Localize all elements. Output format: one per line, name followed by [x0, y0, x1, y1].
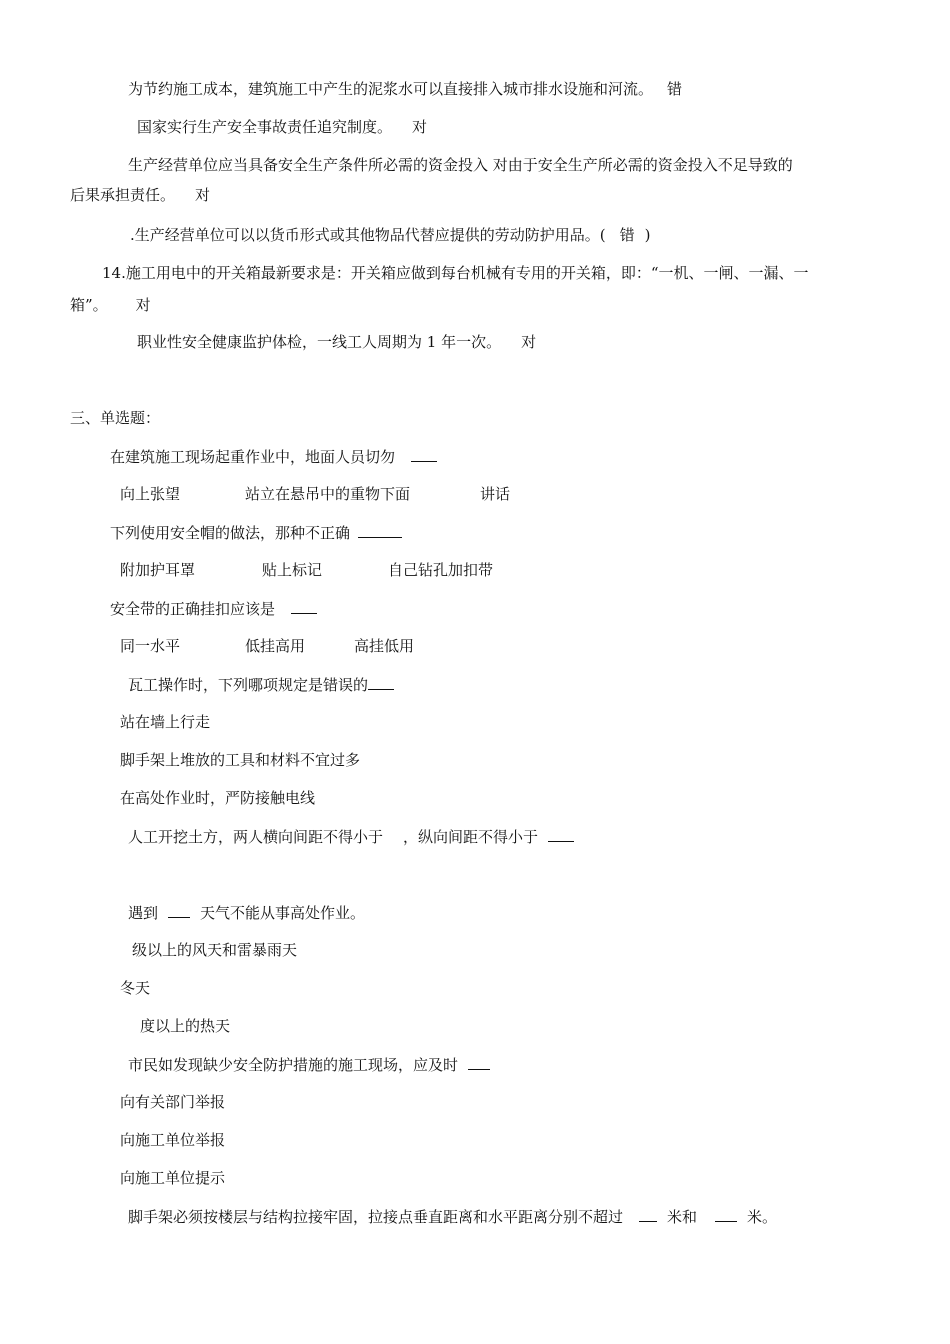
- q4-option-b: 脚手架上堆放的工具和材料不宜过多: [120, 751, 361, 769]
- stem-text-a: 人工开挖土方，两人横向间距不得小于: [128, 828, 384, 846]
- tf-text: 国家实行生产安全事故责任追究制度。: [137, 118, 393, 136]
- tf-answer: 对: [412, 118, 428, 136]
- tf-answer: 错: [619, 226, 635, 244]
- tf-item-4: [130, 226, 651, 244]
- tf-item-3-line1: 生产经营单位应当具备安全生产条件所必需的资金投入 对由于安全生产所必需的资金投入不足导致的: [128, 156, 793, 174]
- q4-option-c: 在高处作业时，严防接触电线: [120, 789, 316, 807]
- question-8-stem: [128, 1207, 777, 1226]
- q1-option-b: 站立在悬吊中的重物下面: [245, 485, 411, 503]
- answer-blank: [358, 523, 402, 538]
- tf-answer: 对: [521, 333, 537, 351]
- stem-text-b: 天气不能从事高处作业。: [200, 904, 366, 922]
- answer-blank-1: [639, 1207, 657, 1222]
- q1-option-c: 讲话: [480, 485, 511, 503]
- q6-option-b: 冬天: [120, 979, 151, 997]
- tf-item-6: [137, 333, 536, 351]
- tf-answer: 对: [195, 186, 211, 204]
- stem-text: 下列使用安全帽的做法，那种不正确: [110, 524, 351, 542]
- question-2-stem: [110, 523, 402, 542]
- question-1-stem: [110, 447, 437, 466]
- answer-blank: [368, 675, 394, 690]
- tf-answer: 错: [667, 80, 683, 98]
- answer-blank: [468, 1055, 490, 1070]
- answer-blank: [411, 447, 437, 462]
- tf-item-3-line2: [70, 186, 210, 204]
- answer-blank: [548, 827, 574, 842]
- stem-text: 市民如发现缺少安全防护措施的施工现场，应及时: [128, 1056, 459, 1074]
- tf-answer: 对: [135, 296, 151, 314]
- q2-option-c: 自己钻孔加扣带: [388, 561, 494, 579]
- answer-blank-2: [715, 1207, 737, 1222]
- stem-text-end: 米。: [747, 1208, 778, 1226]
- q3-option-a: 同一水平: [120, 637, 181, 655]
- q7-option-a: 向有关部门举报: [120, 1093, 226, 1111]
- q3-option-c: 高挂低用: [354, 637, 415, 655]
- tf-text: 后果承担责任。: [70, 186, 176, 204]
- tf-close-paren: ): [644, 226, 651, 244]
- answer-blank: [291, 599, 317, 614]
- q2-option-a: 附加护耳罩: [120, 561, 196, 579]
- answer-blank: [168, 903, 190, 918]
- tf-text: .生产经营单位可以以货币形式或其他物品代替应提供的劳动防护用品。(: [130, 226, 606, 244]
- q3-option-b: 低挂高用: [245, 637, 306, 655]
- stem-text: 瓦工操作时，下列哪项规定是错误的: [128, 676, 369, 694]
- tf-text: 箱”。: [70, 296, 108, 314]
- tf-text: 职业性安全健康监护体检，一线工人周期为 1 年一次。: [137, 333, 502, 351]
- q6-option-c: 度以上的热天: [140, 1017, 231, 1035]
- tf-item-2: [137, 118, 427, 136]
- q6-option-a: 级以上的风天和雷暴雨天: [132, 941, 298, 959]
- q4-option-a: 站在墙上行走: [120, 713, 211, 731]
- question-6-stem: [128, 903, 365, 922]
- question-7-stem: [128, 1055, 490, 1074]
- q7-option-c: 向施工单位提示: [120, 1169, 226, 1187]
- section-title: 三、单选题：: [70, 409, 161, 427]
- tf-text: 为节约施工成本，建筑施工中产生的泥浆水可以直接排入城市排水设施和河流。: [128, 80, 654, 98]
- q2-option-b: 贴上标记: [262, 561, 323, 579]
- question-5-stem: [128, 827, 574, 846]
- tf-item-1: [128, 80, 682, 98]
- stem-text: 在建筑施工现场起重作业中，地面人员切勿: [110, 448, 396, 466]
- tf-item-5-line1: 14.施工用电中的开关箱最新要求是：开关箱应做到每台机械有专用的开关箱，即：“一机、一闸、一漏、一: [102, 264, 809, 282]
- stem-text-b: ，纵向间距不得小于: [403, 828, 539, 846]
- q1-option-a: 向上张望: [120, 485, 181, 503]
- question-4-stem: [128, 675, 394, 694]
- stem-text: 安全带的正确挂扣应该是: [110, 600, 276, 618]
- stem-text-a: 遇到: [128, 904, 159, 922]
- stem-text-mid: 米和: [667, 1208, 698, 1226]
- question-3-stem: [110, 599, 317, 618]
- stem-text-a: 脚手架必须按楼层与结构拉接牢固，拉接点垂直距离和水平距离分别不超过: [128, 1208, 624, 1226]
- q7-option-b: 向施工单位举报: [120, 1131, 226, 1149]
- tf-item-5-line2: [70, 296, 151, 314]
